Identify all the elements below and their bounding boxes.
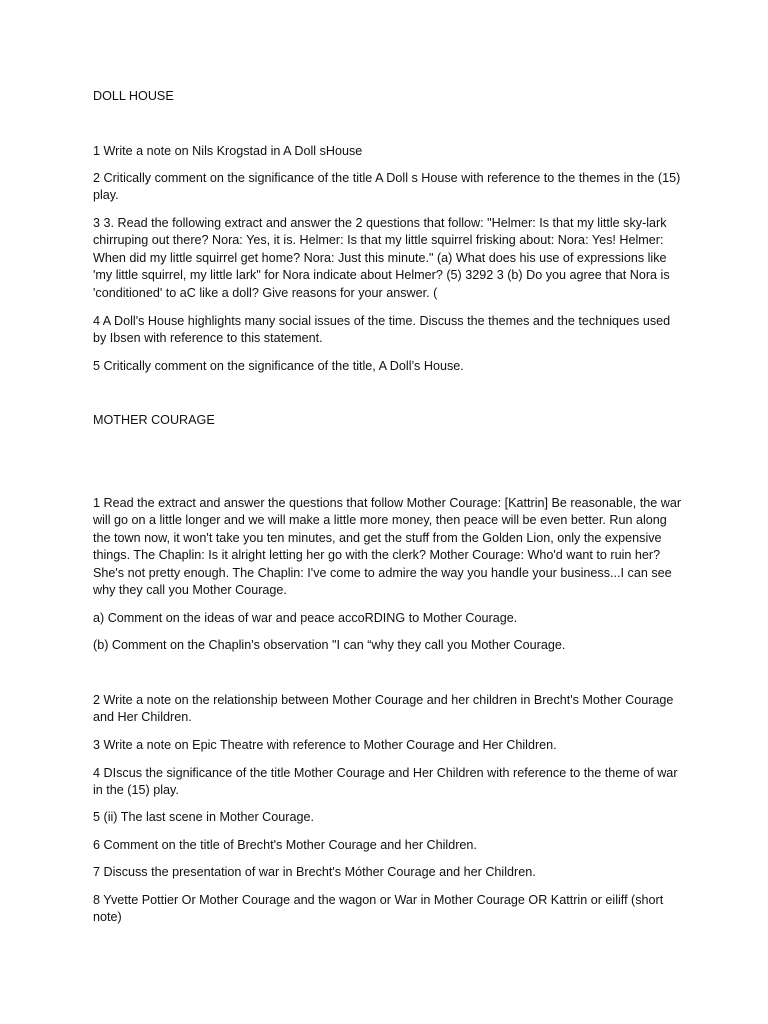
mother-courage-question-3: 3 Write a note on Epic Theatre with reference to Mother Courage and Her Children.	[93, 738, 557, 752]
mother-courage-question-4: 4 DIscus the significance of the title Mother Courage and Her Children with reference to the theme of war in the (15) play.	[93, 766, 678, 798]
mother-courage-question-1b: (b) Comment on the Chaplin's observation "I can “why they call you Mother Courage.	[93, 638, 566, 652]
mother-courage-heading: MOTHER COURAGE	[93, 413, 215, 427]
doll-house-question-2: 2 Critically comment on the significance of the title A Doll s House with reference to the themes in the (15) play.	[93, 171, 681, 203]
mother-courage-question-2: 2 Write a note on the relationship between Mother Courage and her children in Brecht's Mother Courage and Her Children.	[93, 693, 674, 725]
doll-house-question-4: 4 A Doll's House highlights many social issues of the time. Discuss the themes and the techniques used by Ibsen with reference to this statement.	[93, 314, 671, 346]
mother-courage-question-5: 5 (ii) The last scene in Mother Courage.	[93, 810, 314, 824]
doll-house-question-5: 5 Critically comment on the significance of the title, A Doll’s House.	[93, 359, 464, 373]
doll-house-question-3: 3 3. Read the following extract and answer the 2 questions that follow: "Helmer: Is that my little sky-lark chirruping out there? Nora: Yes, it is. Helmer: Is that my little squirrel frisking about: Nora: Yes! Helmer: When did my little squirrel get home? Nora: Just this minute." (a) What does his use of expressions like 'my little squirrel, my little lark" for Nora indicate about Helmer? (5) 3292 3 (b) Do you agree that Nora is 'conditioned' to aC like a doll? Give reasons for your answer. (	[93, 216, 670, 300]
mother-courage-question-1: 1 Read the extract and answer the questions that follow Mother Courage: [Kattrin] Be reasonable, the war will go on a little longer and we will make a little more money, then peace will be even better. Run along the town now, it won't take you ten minutes, and get the stuff from the Golden Lion, only the expensive things. The Chaplin: Is it alright letting her go with the clerk? Mother Courage: Who'd want to ruin her? She's not pretty enough. The Chaplin: I've come to admire the way you handle your business...I can see why they call you Mother Courage.	[93, 496, 682, 598]
mother-courage-question-6: 6 Comment on the title of Brecht's Mother Courage and her Children.	[93, 838, 477, 852]
mother-courage-question-8: 8 Yvette Pottier Or Mother Courage and the wagon or War in Mother Courage OR Kattrin or eiliff (short note)	[93, 893, 664, 925]
doll-house-heading: DOLL HOUSE	[93, 89, 174, 103]
doll-house-question-1: 1 Write a note on Nils Krogstad in A Doll sHouse	[93, 144, 363, 158]
mother-courage-question-1a: a) Comment on the ideas of war and peace accoRDING to Mother Courage.	[93, 611, 518, 625]
mother-courage-question-7: 7 Discuss the presentation of war in Brecht's Móther Courage and her Children.	[93, 865, 536, 879]
